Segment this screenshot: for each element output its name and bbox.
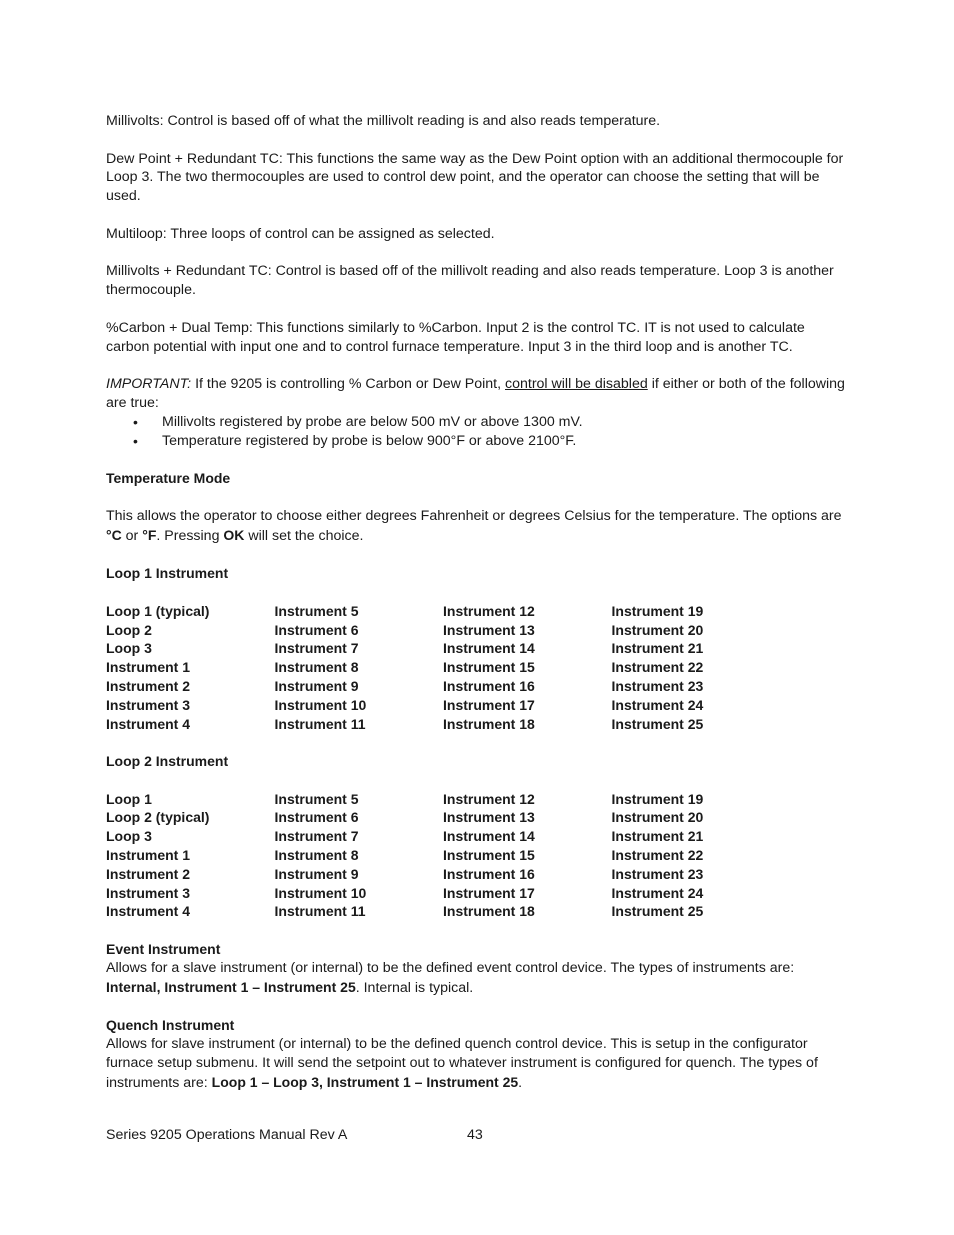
option-celsius: °C	[106, 526, 122, 543]
loop1-instrument-heading: Loop 1 Instrument	[106, 565, 229, 582]
table-row	[106, 865, 780, 884]
dew-point-tc-paragraph: Dew Point + Redundant TC: This functions the same way as the Dew Point option with an additional thermocouple for Loop 3. The two thermocouples are used to control dew point, and the operator can choose the setting that will be used.	[106, 150, 844, 205]
table-cell: Instrument 16	[443, 865, 535, 882]
table-cell: Instrument 11	[274, 715, 366, 732]
table-row	[106, 846, 780, 865]
table-row	[106, 639, 780, 658]
table-cell: Instrument 3	[106, 696, 191, 713]
table-cell: Instrument 23	[611, 677, 704, 694]
table-cell: Instrument 2	[106, 865, 191, 882]
option-fahrenheit: °F	[142, 526, 157, 543]
table-row	[106, 884, 780, 903]
table-cell: Instrument 24	[611, 696, 704, 713]
table-cell: Instrument 1	[106, 659, 191, 676]
table-cell: Instrument 9	[274, 677, 359, 694]
table-row	[106, 790, 780, 809]
temperature-mode-or: or	[121, 527, 143, 544]
table-row	[106, 808, 780, 827]
table-cell: Instrument 6	[274, 809, 359, 826]
multiloop-paragraph: Multiloop: Three loops of control can be assigned as selected.	[106, 225, 495, 242]
temperature-mode-heading: Temperature Mode	[106, 470, 231, 487]
table-cell: Instrument 10	[274, 696, 367, 713]
table-cell: Instrument 17	[443, 884, 535, 901]
table-cell: Instrument 7	[274, 828, 359, 845]
quench-instrument-text2: .	[518, 1074, 523, 1091]
important-text-before: If the 9205 is controlling % Carbon or Dew Point,	[191, 376, 505, 393]
ok-key-label: OK	[223, 526, 245, 543]
table-cell: Instrument 10	[274, 884, 367, 901]
table-row	[106, 902, 780, 921]
millivolts-paragraph: Millivolts: Control is based off of what the millivolt reading is and also reads temperature.	[106, 113, 661, 129]
event-instrument-heading: Event Instrument	[106, 941, 221, 958]
manual-title: Series 9205 Operations Manual Rev A	[106, 1127, 348, 1143]
table-cell: Instrument 4	[106, 903, 191, 920]
quench-instrument-types: Loop 1 – Loop 3, Instrument 1 – Instrument 25	[211, 1073, 519, 1090]
event-instrument-paragraph	[106, 959, 846, 998]
table-cell: Instrument 20	[611, 809, 704, 826]
table-cell: Instrument 13	[443, 621, 535, 638]
table-row	[106, 658, 780, 677]
page-content	[106, 112, 846, 1111]
table-row	[106, 715, 780, 734]
table-cell: Instrument 12	[443, 602, 535, 619]
table-cell: Instrument 23	[611, 865, 704, 882]
table-cell: Instrument 13	[443, 809, 535, 826]
table-cell: Instrument 22	[611, 847, 704, 864]
table-cell: Instrument 8	[274, 847, 359, 864]
loop2-instrument-heading: Loop 2 Instrument	[106, 753, 229, 770]
loop2-instrument-table	[106, 790, 780, 922]
temperature-mode-paragraph	[106, 507, 846, 546]
important-underlined: control will be disabled	[505, 376, 648, 393]
table-cell: Instrument 5	[274, 790, 359, 807]
table-cell: Instrument 19	[611, 602, 704, 619]
table-cell: Instrument 16	[443, 677, 535, 694]
table-cell: Instrument 4	[106, 715, 191, 732]
table-cell: Instrument 12	[443, 790, 535, 807]
table-row	[106, 827, 780, 846]
table-cell: Loop 3	[106, 640, 152, 657]
table-row	[106, 696, 780, 715]
table-cell: Instrument 22	[611, 659, 704, 676]
quench-instrument-text1: Allows for slave instrument (or internal) to be the defined quench control device. This is setup in the configurator furnace setup submenu. It will send the setpoint out to whatever instrument is configured for quench. The types of instruments are:	[106, 1036, 818, 1091]
table-cell: Instrument 14	[443, 640, 535, 657]
temperature-mode-text3: will set the choice.	[244, 527, 364, 544]
table-cell: Instrument 24	[611, 884, 704, 901]
table-cell: Instrument 20	[611, 621, 704, 638]
table-cell: Instrument 18	[443, 903, 535, 920]
table-cell: Loop 2	[106, 621, 152, 638]
table-cell: Instrument 15	[443, 847, 535, 864]
table-row	[106, 602, 780, 621]
table-cell: Instrument 21	[611, 640, 704, 657]
table-cell: Instrument 2	[106, 677, 191, 694]
table-cell: Loop 3	[106, 828, 152, 845]
temperature-mode-text1: This allows the operator to choose either degrees Fahrenheit or degrees Celsius for the temperature. The options are	[106, 507, 842, 524]
bullet-item: • Millivolts registered by probe are below 500 mV or above 1300 mV.	[106, 413, 846, 432]
temperature-mode-text2: . Pressing	[156, 527, 224, 544]
event-instrument-types: Internal, Instrument 1 – Instrument 25	[106, 978, 356, 995]
event-instrument-text1: Allows for a slave instrument (or internal) to be the defined event control device. The types of instruments are:	[106, 959, 795, 976]
table-cell: Instrument 11	[274, 903, 366, 920]
table-cell: Instrument 9	[274, 865, 359, 882]
table-cell: Instrument 25	[611, 715, 704, 732]
table-cell: Loop 1	[106, 790, 152, 807]
loop1-instrument-table	[106, 602, 780, 734]
millivolts-tc-paragraph: Millivolts + Redundant TC: Control is based off of the millivolt reading and also reads temperature. Loop 3 is another thermocouple.	[106, 263, 834, 299]
table-row	[106, 621, 780, 640]
important-bullet-list	[106, 413, 846, 451]
table-cell: Instrument 6	[274, 621, 359, 638]
table-cell: Loop 2 (typical)	[106, 809, 210, 826]
table-cell: Instrument 15	[443, 659, 535, 676]
table-cell: Instrument 17	[443, 696, 535, 713]
table-cell: Instrument 7	[274, 640, 359, 657]
table-cell: Instrument 1	[106, 847, 191, 864]
quench-instrument-heading: Quench Instrument	[106, 1017, 235, 1034]
bullet-item: • Temperature registered by probe is below 900°F or above 2100°F.	[106, 432, 846, 451]
page-footer	[106, 1126, 483, 1145]
important-paragraph	[106, 375, 846, 413]
table-cell: Instrument 18	[443, 715, 535, 732]
carbon-dual-temp-paragraph: %Carbon + Dual Temp: This functions similarly to %Carbon. Input 2 is the control TC. IT is not used to calculate carbon potential with input one and to control furnace temperature. Input 3 in the third loop and is another TC.	[106, 319, 805, 355]
table-cell: Instrument 8	[274, 659, 359, 676]
table-cell: Instrument 14	[443, 828, 535, 845]
table-cell: Instrument 19	[611, 790, 704, 807]
table-cell: Instrument 3	[106, 884, 191, 901]
table-cell: Instrument 25	[611, 903, 704, 920]
page-number: 43	[467, 1127, 483, 1143]
table-cell: Instrument 21	[611, 828, 704, 845]
event-instrument-text2: . Internal is typical.	[355, 979, 474, 996]
table-row	[106, 677, 780, 696]
table-cell: Instrument 5	[274, 602, 359, 619]
quench-instrument-paragraph	[106, 1035, 846, 1092]
important-text-after: if either or both of the following are true:	[106, 376, 845, 411]
important-label: IMPORTANT:	[106, 376, 192, 393]
table-cell: Loop 1 (typical)	[106, 602, 210, 619]
